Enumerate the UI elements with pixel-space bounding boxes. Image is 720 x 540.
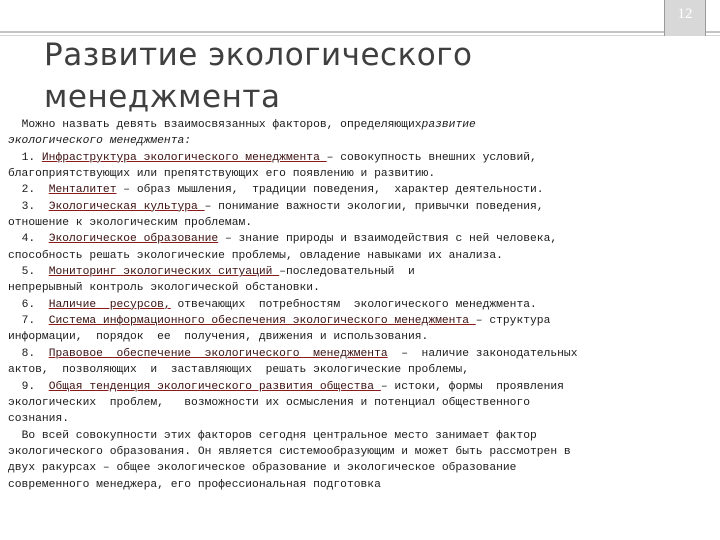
factor-4-cont: способность решать экологические проблемы, овладение навыками их анализа. xyxy=(8,249,503,262)
intro-text: Можно назвать девять взаимосвязанных факторов, определяющих xyxy=(8,119,422,131)
factor-definition: – истоки, формы проявления xyxy=(380,380,564,393)
factor-9 xyxy=(8,379,714,395)
intro-emphasis-cont: экологического менеджмента: xyxy=(8,135,192,148)
slide-body xyxy=(8,117,714,493)
title-line-1: Развитие экологического xyxy=(44,37,473,73)
factor-number: 1. xyxy=(8,151,42,164)
factor-term: Менталитет xyxy=(48,184,117,197)
factor-5-cont: непрерывный контроль экологической обстановки. xyxy=(8,282,320,295)
factor-2 xyxy=(8,182,714,198)
factor-9-cont-2: сознания. xyxy=(8,413,70,426)
factor-6 xyxy=(8,297,714,313)
header-divider-right xyxy=(704,31,720,33)
slide-title xyxy=(44,34,644,118)
factor-number: 4. xyxy=(8,233,49,246)
header-divider xyxy=(0,31,664,33)
factor-term: Наличие ресурсов, xyxy=(48,298,171,311)
conclusion-line-2: экологического образования. Он является системообразующим и может быть рассмотрен в xyxy=(8,445,571,458)
factor-number: 7. xyxy=(8,315,49,328)
slide-number-box xyxy=(664,0,706,36)
factor-number: 5. xyxy=(8,266,49,279)
factor-number: 9. xyxy=(8,380,49,393)
factor-definition: –последовательный и xyxy=(279,266,415,279)
factor-definition: – наличие законодательных xyxy=(387,347,578,360)
conclusion-line-4: современного менеджера, его профессиональная подготовка xyxy=(8,478,381,491)
factor-definition: – понимание важности экологии, привычки поведения, xyxy=(204,200,544,213)
factor-1 xyxy=(8,150,714,166)
factor-definition: – структура xyxy=(475,315,551,328)
factor-7 xyxy=(8,313,714,329)
intro-emphasis: развитие xyxy=(421,119,476,131)
conclusion-line-3: двух ракурсах – общее экологическое образование и экологическое образование xyxy=(8,462,517,475)
factor-8-cont: актов, позволяющих и заставляющих решать экологические проблемы, xyxy=(8,364,469,377)
factor-definition: – совокупность внешних условий, xyxy=(326,151,537,164)
factor-3 xyxy=(8,199,714,215)
factor-7-cont: информации, порядок ее получения, движения и использования. xyxy=(8,331,429,344)
factor-number: 8. xyxy=(8,347,49,360)
factor-number: 6. xyxy=(8,298,49,311)
factor-1-cont: благоприятствующих или препятствующих его появлению и развитию. xyxy=(8,168,436,181)
intro-paragraph xyxy=(8,117,714,133)
factor-definition: отвечающих потребностям экологического менеджмента. xyxy=(170,298,537,311)
factor-9-cont-1: экологических проблем, возможности их осмысления и потенциал общественного xyxy=(8,396,531,409)
factor-number: 3. xyxy=(8,200,49,213)
factor-number: 2. xyxy=(8,184,49,197)
factor-definition: – знание природы и взаимодействия с ней человека, xyxy=(218,233,558,246)
factor-term: Общая тенденция экологического развития общества xyxy=(48,380,381,393)
slide-header-bar xyxy=(0,0,720,30)
title-line-2: менеджмента xyxy=(44,79,281,115)
slide-number: 12 xyxy=(677,6,693,22)
factor-5 xyxy=(8,264,714,280)
factor-term: Система информационного обеспечения экологического менеджмента xyxy=(48,315,476,328)
factor-8 xyxy=(8,346,714,362)
factor-definition: – образ мышления, традиции поведения, характер деятельности. xyxy=(116,184,544,197)
factor-term: Правовое обеспечение экологического менеджмента xyxy=(48,347,388,360)
factor-3-cont: отношение к экологическим проблемам. xyxy=(8,217,253,230)
conclusion-line-1: Во всей совокупности этих факторов сегодня центральное место занимает фактор xyxy=(8,429,537,442)
factor-term: Инфраструктура экологического менеджмента xyxy=(41,151,327,164)
factor-term: Экологическая культура xyxy=(48,200,205,213)
factor-4 xyxy=(8,231,714,247)
factor-term: Мониторинг экологических ситуаций xyxy=(48,266,280,279)
factor-term: Экологическое образование xyxy=(48,233,219,246)
